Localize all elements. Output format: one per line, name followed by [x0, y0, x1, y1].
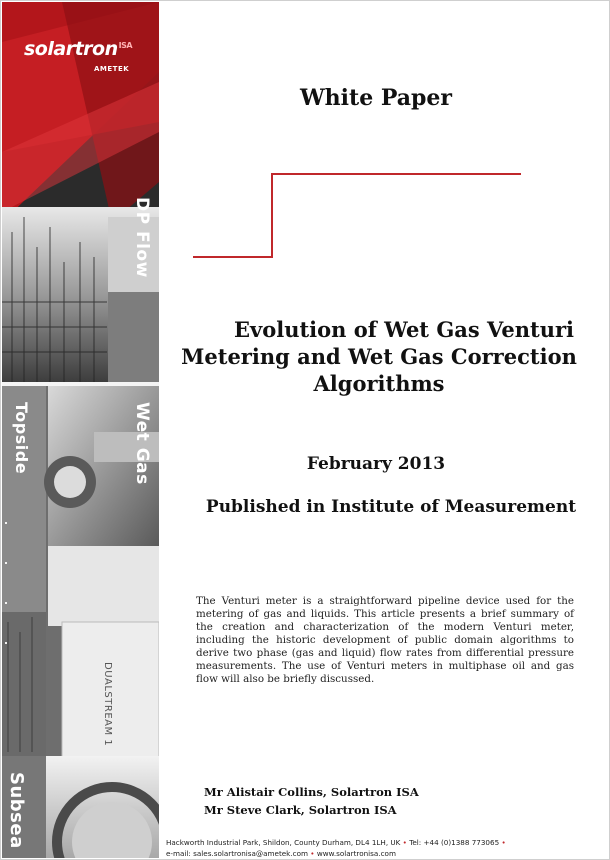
footer-line-1: Hackworth Industrial Park, Shildon, County Durham, DL4 1LH, UK • Tel: +44 (0)1388 773065 • — [166, 838, 506, 847]
publication-date: February 2013 — [306, 454, 446, 474]
brand-parent: AMETEK — [94, 65, 130, 73]
sidebar-label-dp-flow: DP Flow — [132, 197, 152, 278]
equipment-panel-text: DUALSTREAM 1 — [102, 662, 113, 747]
title-line-3: Algorithms — [313, 371, 445, 396]
brand-logo — [24, 38, 132, 60]
title-line-2: Metering and Wet Gas Correction — [181, 344, 577, 369]
author-2: Mr Steve Clark, Solartron ISA — [204, 803, 397, 817]
footer-address: Hackworth Industrial Park, Shildon, County Durham, DL4 1LH, UK — [166, 838, 401, 847]
footer-web[interactable]: www.solartronisa.com — [316, 849, 396, 858]
brand-name: solartron — [24, 38, 118, 60]
sidebar-label-topside: Topside — [12, 402, 31, 475]
cover-sidebar — [2, 2, 159, 858]
footer-tel: Tel: +44 (0)1388 773065 — [409, 838, 500, 847]
abstract: The Venturi meter is a straightforward pipeline device used for the metering of gas and liquids. This article presents a brief summary of the creation and characterization of the modern Venturi meter, including the historic development of public domain algorithms to derive two phase (gas and liquid) flow rates from differential pressure measurements. The use of Venturi meters in multiphase oil and gas flow will also be briefly discussed. — [196, 595, 574, 685]
footer-line-2: e-mail: sales.solartronisa@ametek.com • www.solartronisa.com — [166, 849, 396, 858]
footer-email[interactable]: e-mail: sales.solartronisa@ametek.com — [166, 849, 308, 858]
title-line-1: Evolution of Wet Gas Venturi — [234, 317, 574, 342]
document-type: White Paper — [299, 85, 453, 111]
sidebar-label-subsea: Subsea — [6, 772, 27, 849]
author-1: Mr Alistair Collins, Solartron ISA — [204, 785, 419, 799]
document-title — [179, 316, 579, 397]
brand-suffix: ISA — [118, 40, 133, 50]
accent-line — [191, 171, 526, 261]
sidebar-label-wet-gas: Wet Gas — [132, 402, 152, 485]
publication-venue: Published in Institute of Measurement — [205, 497, 577, 517]
